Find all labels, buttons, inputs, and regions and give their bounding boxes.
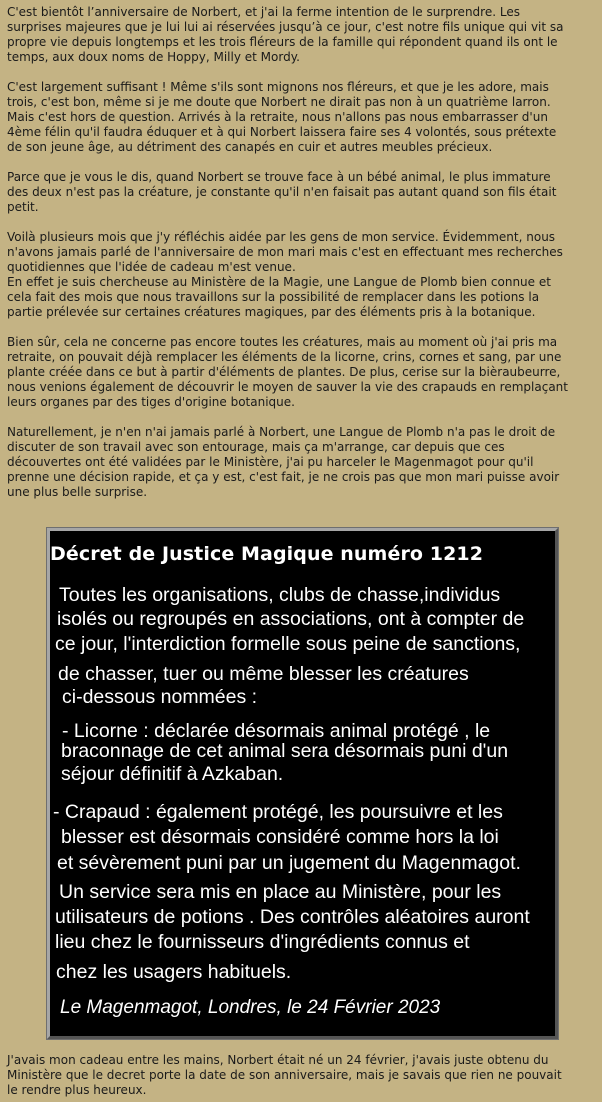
decree-line: de chasser, tuer ou même blesser les créatures [58,663,469,685]
decree-image [47,528,558,1039]
decree-line: et sévèrement puni par un jugement du Magenmagot. [57,852,521,874]
decree-line: chez les usagers habituels. [56,961,292,983]
decree-title: Décret de Justice Magique numéro 1212 [50,543,484,565]
decree-line: braconnage de cet animal sera désormais puni d'un [61,740,509,762]
decree-line: lieu chez le fournisseurs d'ingrédients connus et [55,931,470,953]
story-text [7,5,595,515]
story-paragraph: Voilà plusieurs mois que j'y réfléchis aidée par les gens de mon service. Évidemment, nous n'avons jamais parlé de l'anniversaire de mon mari mais c'est en effectuant mes recherches quotidiennes que l'idée de cadeau m'est venue. En effet je suis chercheuse au Ministère de la Magie, une Langue de Plomb bien connue et cela fait des mois que nous travaillons sur la possibilité de remplacer dans les potions la partie prélevée sur certaines créatures magiques, par des éléments pris à la botanique. [7,230,563,319]
story-paragraph: C'est largement suffisant ! Même s'ils sont mignons nos fléreurs, et que je les adore, mais trois, c'est bon, même si je me doute que Norbert ne dirait pas non à un quatrième larron. Mais c'est hors de question. Arrivés à la retraite, nous n'allons pas nous embarrasser d'un 4ème félin qu'il faudra éduquer et à qui Norbert laissera faire ses 4 volontés, sous prétexte de son jeune âge, au détriment des canapés en cuir et autres meubles précieux. [7,80,557,154]
decree-line: utilisateurs de potions . Des contrôles aléatoires auront [55,906,530,928]
decree-line: isolés ou regroupés en associations, ont à compter de [57,608,525,630]
story-paragraph: Naturellement, je n'en n'ai jamais parlé à Norbert, une Langue de Plomb n'a pas le droit de discuter de son travail avec son entourage, mais ça m'arrange, car depuis que ces découvertes ont été validées par le Ministère, j'ai pu harceler le Magenmagot pour qu'il prenne une décision rapide, et ça y est, c'est fait, je ne crois pas que mon mari puisse avoir une plus belle surprise. [7,425,560,499]
decree-line: Un service sera mis en place au Ministère, pour les [59,881,502,903]
story-paragraph: Parce que je vous le dis, quand Norbert se trouve face à un bébé animal, le plus immature des deux n'est pas la créature, je constante qu'il n'en faisait pas autant quand son fils était petit. [7,170,557,214]
decree-signature: Le Magenmagot, Londres, le 24 Février 2023 [60,997,441,1018]
decree-line: Toutes les organisations, clubs de chasse,individus [59,584,501,606]
decree-line: - Licorne : déclarée désormais animal protégé , le [62,720,491,742]
story-paragraph: C'est bientôt l’anniversaire de Norbert, et j'ai la ferme intention de le surprendre. Les surprises majeures que je lui lui ai réservées jusqu’à ce jour, c'est notre fils unique qui vit sa propre vie depuis longtemps et les trois fléreurs de la famille qui répondent quand ils ont le temps, aux doux noms de Hoppy, Milly et Mordy. [7,5,564,64]
story-paragraph: Bien sûr, cela ne concerne pas encore toutes les créatures, mais au moment où j'ai pris ma retraite, on pouvait déjà remplacer les éléments de la licorne, crins, cornes et sang, par une plante créée dans ce but à partir d'éléments de plantes. De plus, cerise sur la bièraubeurre, nous venions également de découvrir le moyen de sauver la vie des crapauds en remplaçant leurs organes par des tiges d'origine botanique. [7,335,568,409]
decree-line: ci-dessous nommées : [62,686,258,708]
decree-line: ce jour, l'interdiction formelle sous peine de sanctions, [55,633,521,655]
decree-line: séjour définitif à Azkaban. [61,763,284,785]
decree-line: - Crapaud : également protégé, les poursuivre et les [53,801,503,823]
story-closing: J'avais mon cadeau entre les mains, Norbert était né un 24 février, j'avais juste obtenu du Ministère que le decret porte la date de son anniversaire, mais je savais que rien ne pouvait le rendre plus heureux. [7,1053,562,1097]
decree-line: blesser est désormais considéré comme hors la loi [61,826,499,848]
